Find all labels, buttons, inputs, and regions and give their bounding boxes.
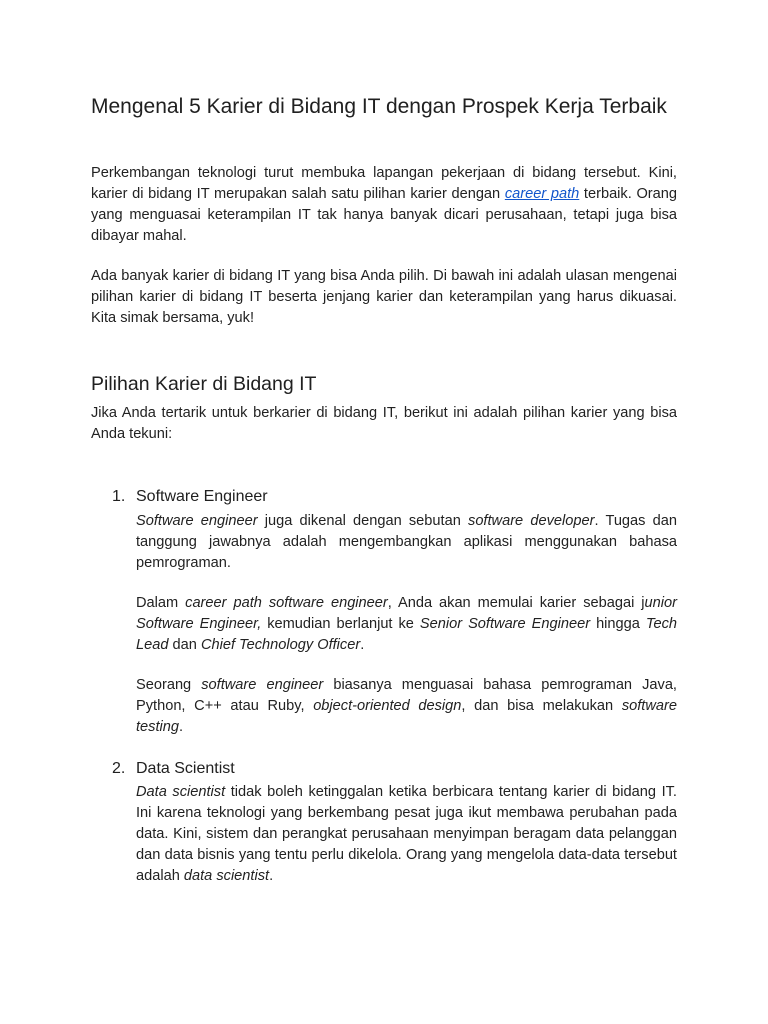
data-scientist-paragraph-1: Data scientist tidak boleh ketinggalan ketika berbicara tentang karier di bidang IT. Ini karena teknologi yang berkembang pesat juga ikut membawa perubahan pada data. Kini, sistem dan perangkat perusahaan menyimpan beragam data pelanggan dan data bisnis yang tentu perlu dikelola. Orang yang mengelola data-data tersebut adalah data scientist. [136,784,677,884]
career-heading-software-engineer [112,486,268,508]
list-number: 1. [112,488,126,505]
career-heading-data-scientist [112,758,235,780]
intro-text-start: Perkembangan teknologi turut membuka lapangan pekerjaan di bidang tersebut. Kini, karier di bidang IT merupakan salah satu pilihan karier dengan [91,165,677,202]
list-number: 2. [112,760,126,777]
software-engineer-paragraph-2: Dalam career path software engineer, Anda akan memulai karier sebagai junior Software Engineer, kemudian berlanjut ke Senior Software Engineer hingga Tech Lead dan Chief Technology Officer. [136,595,677,653]
article-title: Mengenal 5 Karier di Bidang IT dengan Prospek Kerja Terbaik [91,95,667,118]
intro-text-end: terbaik. Orang yang menguasai keterampilan IT tak hanya banyak dicari perusahaan, tetapi juga bisa dibayar mahal. [91,186,677,244]
intro-paragraph [91,163,677,247]
section-lead: Jika Anda tertarik untuk berkarier di bidang IT, berikut ini adalah pilihan karier yang bisa Anda tekuni: [91,405,677,442]
software-engineer-paragraph-3: Seorang software engineer biasanya menguasai bahasa pemrograman Java, Python, C++ atau Ruby, object-oriented design, dan bisa melakukan software testing. [136,677,677,735]
career-title: Software Engineer [136,488,268,505]
career-title: Data Scientist [136,760,235,777]
software-engineer-paragraph-1: Software engineer juga dikenal dengan sebutan software developer. Tugas dan tanggung jawabnya adalah mengembangkan aplikasi menggunakan bahasa pemrograman. [136,513,678,571]
intro-paragraph-2: Ada banyak karier di bidang IT yang bisa Anda pilih. Di bawah ini adalah ulasan mengenai pilihan karier di bidang IT beserta jenjang karier dan keterampilan yang harus dikuasai. Kita simak bersama, yuk! [91,268,677,326]
section-heading: Pilihan Karier di Bidang IT [91,373,317,395]
career-path-link[interactable]: career path [504,186,580,202]
